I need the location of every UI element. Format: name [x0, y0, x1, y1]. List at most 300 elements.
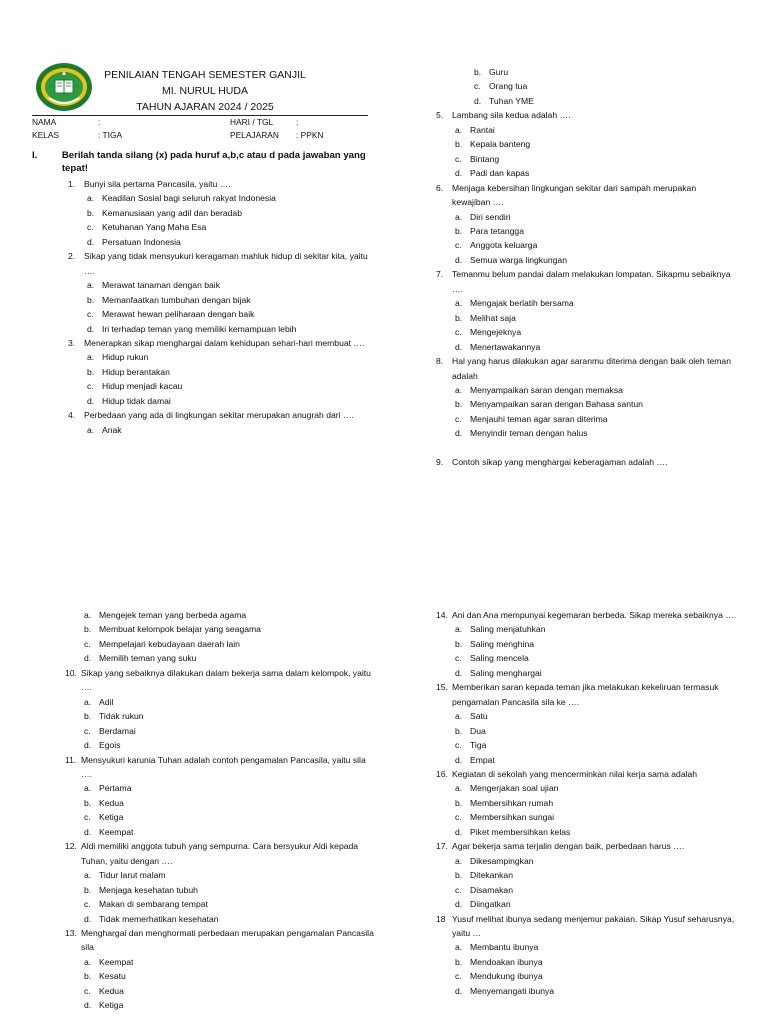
question — [436, 767, 746, 781]
option-text: Egois — [99, 740, 121, 751]
question-number: 11. — [65, 754, 77, 765]
option-letter: a. — [455, 624, 463, 635]
option-letter: d. — [455, 826, 463, 837]
option-text: Mendukung ibunya — [470, 971, 543, 982]
option-text: Adil — [99, 696, 114, 707]
option-text: Piket membersihkan kelas — [470, 826, 571, 837]
pelajaran-label: PELAJARAN — [230, 130, 279, 140]
answer-option — [436, 984, 746, 998]
question-number: 7. — [436, 269, 444, 280]
option-text: Dikesampingkan — [470, 855, 534, 866]
question-number: 12. — [65, 841, 77, 852]
option-letter: c. — [474, 81, 481, 92]
question-text: Ani dan Ana mempunyai kegemaran berbeda. Sikap mereka sebaiknya …. — [452, 610, 737, 620]
answer-option — [436, 651, 746, 665]
option-letter: b. — [455, 870, 463, 881]
answer-option — [65, 796, 375, 810]
option-letter: a. — [455, 783, 463, 794]
exam-header — [100, 67, 310, 115]
answer-option — [436, 897, 746, 911]
answer-option — [68, 307, 368, 321]
nama-label: NAMA — [32, 117, 57, 127]
answer-option — [68, 191, 368, 205]
answer-option — [65, 695, 375, 709]
answer-option — [455, 65, 736, 79]
answer-option — [68, 423, 368, 437]
option-letter: a. — [84, 956, 92, 967]
option-letter: b. — [455, 797, 463, 808]
question-text: Temanmu belum pandai dalam melakukan lompatan. Sikapmu sebaiknya …. — [452, 269, 731, 294]
option-letter: c. — [84, 725, 91, 736]
question-number: 6. — [436, 182, 444, 193]
school-name: MI. NURUL HUDA — [162, 85, 248, 97]
option-text: Keempat — [99, 956, 134, 967]
option-letter: d. — [455, 754, 463, 765]
question-item — [436, 108, 736, 180]
question-item — [436, 267, 736, 354]
question-item — [65, 753, 375, 840]
answer-option — [65, 724, 375, 738]
answer-option — [65, 897, 375, 911]
option-text: Keadilan Sosial bagi seluruh rakyat Indonesia — [102, 193, 276, 204]
question — [65, 753, 375, 782]
pelajaran-field: : PPKN — [296, 130, 324, 140]
option-text: Satu — [470, 711, 488, 722]
option-letter: b. — [84, 884, 92, 895]
question-text: Kegiatan di sekolah yang mencerminkan nilai kerja sama adalah — [452, 768, 698, 779]
answer-option — [65, 955, 375, 969]
answer-option — [436, 210, 736, 224]
question-text: Menghargai dan menghormati perbedaan merupakan pengamalan Pancasila sila — [81, 927, 374, 953]
option-letter: a. — [87, 280, 95, 291]
option-text: Memanfaatkan tumbuhan dengan bijak — [102, 294, 251, 305]
option-text: Membuat kelompok belajar yang seagama — [99, 624, 261, 635]
option-text: Ketuhanan Yang Maha Esa — [102, 222, 207, 233]
option-letter: b. — [84, 711, 92, 722]
option-letter: c. — [455, 653, 462, 664]
answer-option — [68, 394, 368, 408]
answer-option — [68, 350, 368, 364]
answer-option — [65, 868, 375, 882]
question-item — [68, 408, 368, 437]
option-letter: b. — [84, 624, 92, 635]
option-text: Saling menghina — [470, 638, 535, 649]
option-text: Menyampaikan saran dengan memaksa — [470, 384, 623, 395]
question-number: 14. — [436, 610, 448, 620]
answer-option — [68, 220, 368, 234]
answer-option — [436, 940, 746, 954]
question — [436, 680, 746, 709]
option-letter: a. — [87, 352, 95, 363]
option-letter: a. — [455, 211, 463, 222]
answer-option — [436, 340, 736, 354]
answer-option — [436, 296, 736, 310]
question — [436, 912, 746, 941]
question-text: Lambang sila kedua adalah …. — [452, 110, 571, 121]
option-text: Makan di sembarang tempat — [99, 899, 208, 910]
question — [436, 267, 736, 296]
answer-option — [65, 825, 375, 839]
question-number: 16. — [436, 768, 448, 779]
question-number: 4. — [68, 410, 76, 421]
option-letter: a. — [84, 870, 92, 881]
page1-left-column — [68, 177, 368, 437]
option-letter: c. — [87, 381, 94, 392]
option-letter: c. — [84, 812, 91, 823]
hari-label: HARI / TGL — [230, 117, 274, 127]
question-item — [436, 680, 746, 767]
answer-option — [65, 998, 375, 1012]
option-letter: b. — [455, 638, 463, 649]
question-number: 9. — [436, 456, 444, 467]
page2-right-column — [436, 608, 746, 998]
option-text: Membantu ibunya — [470, 942, 539, 953]
answer-option — [68, 293, 368, 307]
question — [68, 336, 368, 350]
option-text: Kepala banteng — [470, 139, 531, 150]
answer-option — [65, 969, 375, 983]
answer-option — [65, 781, 375, 795]
answer-option — [68, 379, 368, 393]
answer-option — [65, 912, 375, 926]
answer-option — [436, 969, 746, 983]
option-letter: d. — [87, 236, 95, 247]
option-text: Pertama — [99, 783, 132, 794]
option-text: Menjaga kesehatan tubuh — [99, 884, 198, 895]
option-text: Menertawakannya — [470, 341, 541, 352]
option-text: Iri terhadap teman yang memiliki kemampuan lebih — [102, 323, 297, 334]
answer-option — [436, 397, 736, 411]
question-text: Menerapkan sikap menghargai dalam kehidupan sehari-hari membuat …. — [84, 337, 365, 348]
answer-option — [436, 738, 746, 752]
option-text: Ketiga — [99, 1000, 124, 1011]
option-text: Rantai — [470, 124, 495, 135]
option-text: Ditekankan — [470, 870, 513, 881]
section-instruction — [32, 149, 372, 175]
option-text: Keempat — [99, 826, 134, 837]
option-text: Hidup rukun — [102, 352, 149, 363]
question-text: Agar bekerja sama terjalin dengan baik, perbedaan harus …. — [452, 841, 685, 852]
option-letter: a. — [84, 610, 92, 620]
option-text: Kedua — [99, 797, 124, 808]
answer-option — [436, 825, 746, 839]
answer-option — [436, 383, 736, 397]
option-letter: d. — [455, 985, 463, 996]
option-letter: b. — [455, 225, 463, 236]
option-text: Saling mencela — [470, 653, 529, 664]
option-text: Tidur larut malam — [99, 870, 166, 881]
question-item — [65, 666, 375, 753]
option-text: Mengajak berlatih bersama — [470, 298, 574, 309]
option-letter: c. — [455, 971, 462, 982]
option-letter: b. — [455, 725, 463, 736]
question — [436, 108, 736, 122]
option-text: Guru — [489, 67, 509, 77]
option-text: Menjauhi teman agar saran diterima — [470, 413, 608, 424]
option-text: Para tetangga — [470, 225, 524, 236]
option-text: Mengerjakan soal ujian — [470, 783, 559, 794]
option-text: Kesatu — [99, 971, 126, 982]
option-letter: d. — [455, 168, 463, 179]
option-text: Orang tua — [489, 81, 528, 92]
exam-info — [230, 116, 323, 142]
question — [65, 666, 375, 695]
question — [65, 839, 375, 868]
academic-year: TAHUN AJARAN 2024 / 2025 — [136, 101, 274, 113]
option-letter: d. — [84, 826, 92, 837]
question — [436, 181, 736, 210]
option-text: Membersihkan sungai — [470, 812, 555, 823]
answer-option — [65, 883, 375, 897]
answer-option — [65, 608, 375, 622]
question-number: 1. — [68, 179, 76, 189]
option-letter: c. — [455, 240, 462, 251]
option-letter: d. — [87, 395, 95, 406]
answer-option — [65, 622, 375, 636]
option-letter: c. — [87, 309, 94, 320]
answer-option — [436, 238, 736, 252]
answer-option — [436, 868, 746, 882]
option-text: Ketiga — [99, 812, 124, 823]
option-letter: c. — [84, 985, 91, 996]
option-text: Anggota keluarga — [470, 240, 538, 251]
option-letter: d. — [474, 95, 482, 106]
option-text: Kemanusiaan yang adil dan beradab — [102, 207, 242, 218]
option-letter: a. — [84, 696, 92, 707]
answer-option — [455, 79, 736, 93]
answer-option — [436, 166, 736, 180]
option-text: Hidup menjadi kacau — [102, 381, 183, 392]
option-letter: d. — [84, 653, 92, 664]
option-text: Mengejek teman yang berbeda agama — [99, 610, 247, 620]
answer-option — [68, 278, 368, 292]
answer-option — [436, 883, 746, 897]
answer-option — [65, 709, 375, 723]
option-letter: c. — [84, 638, 91, 649]
answer-option — [65, 738, 375, 752]
instruction-text: Berilah tanda silang (x) pada huruf a,b,c atau d pada jawaban yang tepat! — [61, 150, 366, 174]
option-letter: b. — [474, 67, 482, 77]
option-text: Merawat tanaman dengan baik — [102, 280, 221, 291]
option-letter: c. — [455, 413, 462, 424]
answer-option — [436, 709, 746, 723]
option-text: Memilih teman yang suku — [99, 653, 197, 664]
answer-option — [436, 796, 746, 810]
answer-option — [68, 206, 368, 220]
question-number: 13. — [65, 927, 77, 938]
page2-left-column — [65, 608, 375, 1013]
option-text: Hidup tidak damai — [102, 395, 171, 406]
question-text: Aldi memiliki anggota tubuh yang sempurna. Cara bersyukur Aldi kepada Tuhan, yaitu dengan …. — [81, 841, 359, 866]
option-letter: b. — [455, 139, 463, 150]
question-number: 8. — [436, 356, 444, 367]
answer-option — [436, 123, 736, 137]
option-letter: c. — [455, 884, 462, 895]
option-letter: b. — [87, 294, 95, 305]
option-text: Merawat hewan peliharaan dengan baik — [102, 309, 255, 320]
option-letter: a. — [455, 942, 463, 953]
answer-option — [436, 955, 746, 969]
question-item — [68, 177, 368, 249]
option-letter: b. — [84, 971, 92, 982]
option-text: Tidak rukun — [99, 711, 144, 722]
question-number: 5. — [436, 110, 444, 121]
question — [436, 455, 736, 469]
option-text: Menyindir teman dengan halus — [470, 428, 588, 439]
option-text: Padi dan kapas — [470, 168, 530, 179]
option-text: Melihat saja — [470, 312, 516, 323]
option-letter: c. — [455, 740, 462, 751]
answer-option — [65, 984, 375, 998]
question-item — [65, 926, 375, 1013]
option-letter: a. — [87, 193, 95, 204]
question-number: 3. — [68, 337, 76, 348]
answer-option — [68, 365, 368, 379]
question — [68, 177, 368, 191]
option-letter: c. — [455, 327, 462, 338]
question-item — [436, 455, 736, 469]
option-letter: c. — [84, 899, 91, 910]
option-text: Tidak memerhatikan kesehatan — [99, 913, 219, 924]
answer-option — [68, 235, 368, 249]
answer-option — [436, 666, 746, 680]
option-letter: a. — [455, 855, 463, 866]
answer-option — [436, 152, 736, 166]
exam-title: PENILAIAN TENGAH SEMESTER GANJIL — [104, 69, 306, 81]
option-letter: a. — [455, 124, 463, 135]
school-logo-icon — [35, 62, 93, 112]
question-text: Sikap yang sebaiknya dilakukan dalam bekerja sama dalam kelompok, yaitu …. — [81, 667, 371, 693]
option-letter: d. — [87, 323, 95, 334]
nama-field: : — [98, 117, 101, 127]
option-letter: a. — [455, 711, 463, 722]
question-number: 18 — [436, 913, 446, 924]
option-text: Semua warga lingkungan — [470, 254, 567, 265]
option-text: Tiga — [470, 740, 487, 751]
option-text: Mendoakan ibunya — [470, 956, 543, 967]
answer-option — [436, 781, 746, 795]
option-letter: c. — [455, 153, 462, 164]
question — [436, 354, 736, 383]
question-text: Bunyi sila pertama Pancasila, yaitu …. — [84, 179, 231, 189]
option-letter: b. — [455, 399, 463, 410]
option-letter: d. — [84, 740, 92, 751]
option-text: Kedua — [99, 985, 124, 996]
question-item — [68, 336, 368, 408]
section-number: I. — [32, 150, 38, 161]
student-info — [32, 116, 122, 142]
page1-right-column — [436, 65, 736, 469]
answer-option — [436, 753, 746, 767]
answer-option — [65, 637, 375, 651]
question — [436, 608, 746, 622]
question — [68, 249, 368, 278]
question-text: Menjaga kebersihan lingkungan sekitar dari sampah merupakan kewajiban …. — [452, 182, 697, 208]
question-text: Mensyukuri karunia Tuhan adalah contoh pengamalan Pancasila, yaitu sila …. — [81, 754, 366, 779]
option-text: Bintang — [470, 153, 500, 164]
option-letter: d. — [455, 428, 463, 439]
option-text: Hidup berantakan — [102, 366, 170, 377]
answer-option — [436, 724, 746, 738]
option-letter: c. — [455, 812, 462, 823]
option-letter: a. — [455, 384, 463, 395]
answer-option — [436, 224, 736, 238]
option-text: Saling menjatuhkan — [470, 624, 546, 635]
question-number: 15. — [436, 682, 448, 693]
option-text: Menyampaikan saran dengan Bahasa santun — [470, 399, 643, 410]
option-letter: b. — [87, 207, 95, 218]
answer-option — [436, 253, 736, 267]
answer-option — [436, 325, 736, 339]
option-letter: a. — [84, 783, 92, 794]
question — [65, 926, 375, 955]
answer-option — [436, 311, 736, 325]
option-letter: b. — [87, 366, 95, 377]
question-item — [65, 839, 375, 926]
question — [68, 408, 368, 422]
question-item — [436, 608, 746, 680]
question-text: Sikap yang tidak mensyukuri keragaman mahluk hidup di sekitar kita, yaitu …. — [84, 251, 368, 276]
option-text: Membersihkan rumah — [470, 797, 554, 808]
question-item — [68, 249, 368, 336]
answer-option — [436, 622, 746, 636]
option-text: Berdamai — [99, 725, 136, 736]
question-item — [436, 912, 746, 999]
option-text: Diingatkan — [470, 899, 511, 910]
question-item — [436, 767, 746, 839]
question-number: 17. — [436, 841, 448, 852]
option-text: Saling menghargai — [470, 667, 542, 678]
option-letter: c. — [87, 222, 94, 233]
option-text: Mengejeknya — [470, 327, 522, 338]
answer-option — [436, 637, 746, 651]
option-letter: a. — [87, 424, 95, 435]
option-letter: b. — [455, 956, 463, 967]
question-item — [436, 839, 746, 911]
option-letter: d. — [84, 913, 92, 924]
hari-field: : — [296, 117, 299, 127]
spacer — [436, 441, 736, 455]
answer-option — [65, 810, 375, 824]
answer-option — [68, 322, 368, 336]
question-text: Yusuf melihat ibunya sedang menjemur pakaian. Sikap Yusuf seharusnya, yaitu … — [452, 913, 735, 938]
answer-option — [436, 412, 736, 426]
kelas-label: KELAS — [32, 130, 60, 140]
question-text: Perbedaan yang ada di lingkungan sekitar merupakan anugrah dari …. — [84, 410, 354, 421]
answer-option — [455, 94, 736, 108]
option-text: Anak — [102, 424, 122, 435]
option-letter: d. — [455, 899, 463, 910]
option-text: Mempelajari kebudayaan daerah lain — [99, 638, 240, 649]
option-letter: b. — [455, 312, 463, 323]
option-letter: d. — [455, 341, 463, 352]
question-text: Contoh sikap yang menghargai keberagaman adalah …. — [452, 456, 668, 467]
answer-option — [436, 810, 746, 824]
question-number: 10. — [65, 667, 77, 678]
question-text: Memberikan saran kepada teman jika melakukan kekeliruan termasuk pengamalan Pancasila sila ke …. — [452, 682, 719, 707]
answer-option — [436, 426, 736, 440]
question-item — [436, 181, 736, 268]
option-text: Diri sendiri — [470, 211, 511, 222]
option-letter: d. — [455, 254, 463, 265]
option-text: Tuhan YME — [489, 95, 534, 106]
option-text: Persatuan Indonesia — [102, 236, 181, 247]
answer-option — [436, 854, 746, 868]
kelas-field: : TIGA — [98, 130, 123, 140]
question-item — [436, 354, 736, 441]
option-letter: d. — [455, 667, 463, 678]
option-letter: b. — [84, 797, 92, 808]
